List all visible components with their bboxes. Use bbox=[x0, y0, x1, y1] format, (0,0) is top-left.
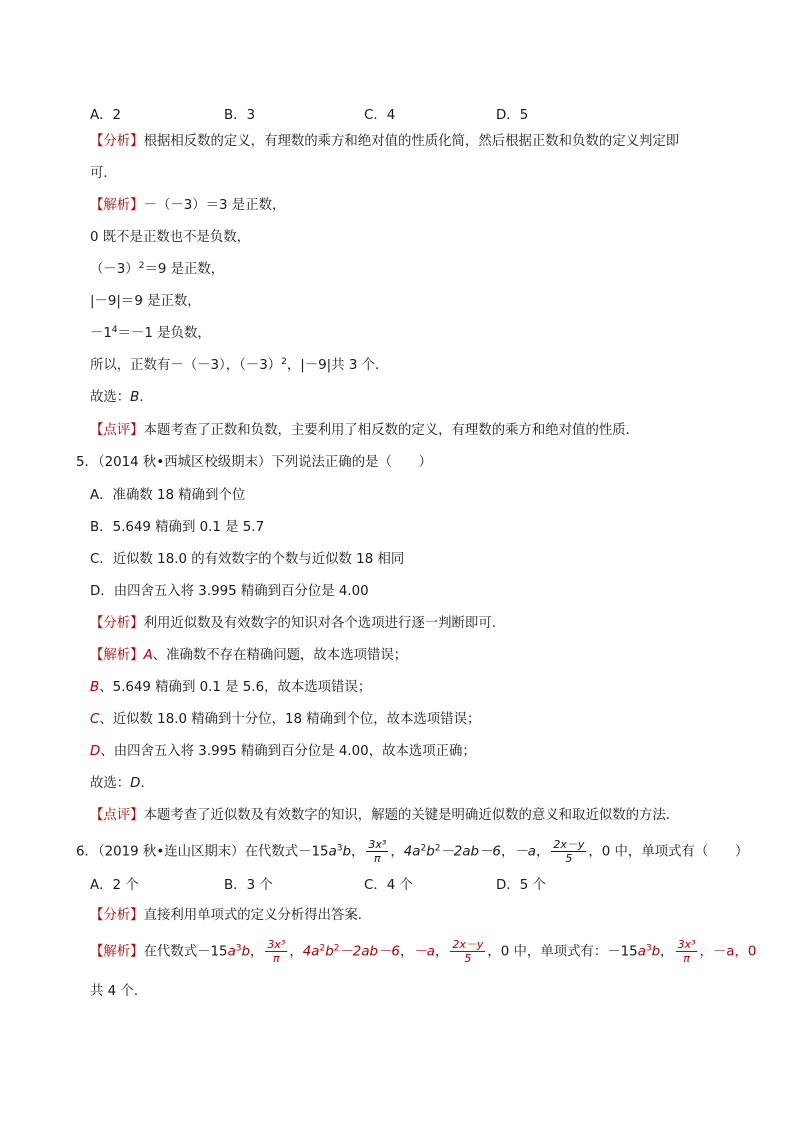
text: ， bbox=[289, 944, 303, 960]
text: 故选： bbox=[90, 776, 131, 791]
math-var: b bbox=[342, 844, 352, 860]
comment-tag: 【点评】 bbox=[90, 423, 144, 438]
q6-option-d: D．5 个 bbox=[496, 878, 546, 893]
math-var: －2ab－6 bbox=[440, 844, 501, 860]
math-var: a bbox=[227, 944, 236, 960]
text: 、近似数 18.0 精确到十分位，18 精确到个位，故本选项错误； bbox=[99, 712, 481, 727]
q4-option-d: D．5 bbox=[496, 108, 529, 123]
q6-analysis bbox=[90, 906, 371, 926]
text: ， bbox=[250, 944, 264, 960]
exponent: 3 bbox=[235, 943, 242, 954]
q4-analysis-text: 根据相反数的定义，有理数的乘方和绝对值的性质化简，然后根据正数和负数的定义判定即 bbox=[143, 134, 680, 149]
exponent: 2 bbox=[138, 261, 145, 271]
fraction-denominator: π bbox=[273, 952, 280, 965]
text: 在代数式－15 bbox=[143, 944, 228, 960]
fraction-3x3-over-pi bbox=[265, 938, 287, 965]
fraction-denominator: π bbox=[683, 952, 690, 965]
fraction-2x-minus-y-over-5 bbox=[551, 838, 586, 865]
answer-letter: A bbox=[143, 648, 153, 663]
answer-letter: D bbox=[130, 776, 141, 791]
math-var: b bbox=[426, 844, 435, 860]
text: ，0 中，单项式有（ ） bbox=[588, 844, 749, 860]
text: －1 bbox=[90, 326, 112, 341]
text: 所以，正数有－（－3），（－3） bbox=[90, 358, 282, 373]
q5-option-b: B．5.649 精确到 0.1 是 5.7 bbox=[90, 520, 265, 535]
q5-sol-d bbox=[90, 742, 476, 762]
q4-analysis-cont: 可． bbox=[90, 166, 117, 181]
text: ， bbox=[660, 944, 674, 960]
q6-solution bbox=[90, 938, 756, 967]
fraction-3x3-over-pi bbox=[676, 938, 698, 965]
text: ． bbox=[139, 390, 153, 405]
fraction-numerator: 3x³ bbox=[368, 838, 387, 851]
text: 、由四舍五入将 3.995 精确到百分位是 4.00，故本选项正确； bbox=[100, 744, 476, 759]
text: ，－a，0 bbox=[699, 944, 757, 960]
q5-comment-text: 本题考查了近似数及有效数字的知识，解题的关键是明确近似数的意义和取近似数的方法． bbox=[143, 808, 680, 823]
math-var: b bbox=[325, 944, 334, 960]
text: ＝－1 是负数， bbox=[117, 326, 211, 341]
exponent: 3 bbox=[336, 843, 343, 854]
text: ，|－9|共 3 个． bbox=[286, 358, 389, 373]
math-var: a bbox=[328, 844, 337, 860]
exponent: 2 bbox=[434, 843, 441, 854]
solution-tag: 【解析】 bbox=[90, 198, 144, 213]
q5-option-d: D．由四舍五入将 3.995 精确到百分位是 4.00 bbox=[90, 584, 369, 599]
comment-tag: 【点评】 bbox=[90, 808, 144, 823]
q5-sol-a: 、准确数不存在精确问题，故本选项错误； bbox=[152, 648, 408, 663]
analysis-tag: 【分析】 bbox=[90, 908, 144, 923]
text: ， bbox=[390, 844, 404, 860]
fraction-numerator: 2x－y bbox=[553, 838, 585, 851]
fraction-denominator: π bbox=[374, 852, 381, 865]
q4-analysis bbox=[90, 132, 679, 152]
text: 故选： bbox=[90, 390, 131, 405]
solution-tag: 【解析】 bbox=[90, 648, 144, 663]
fraction-denominator: 5 bbox=[565, 852, 573, 865]
analysis-tag: 【分析】 bbox=[90, 134, 144, 149]
q4-option-b: B．3 bbox=[224, 108, 256, 123]
fraction-numerator: 2x－y bbox=[452, 938, 484, 951]
text: ， bbox=[351, 844, 365, 860]
q5-option-a: A．准确数 18 精确到个位 bbox=[90, 488, 246, 503]
q4-sol-line-1: －（－3）＝3 是正数， bbox=[143, 198, 286, 213]
q6-analysis-text: 直接利用单项式的定义分析得出答案． bbox=[143, 908, 372, 923]
q6-option-c: C．4 个 bbox=[364, 878, 413, 893]
q6-sol-total: 共 4 个． bbox=[90, 984, 148, 999]
fraction-denominator: 5 bbox=[464, 952, 472, 965]
text: 、5.649 精确到 0.1 是 5.6，故本选项错误； bbox=[99, 680, 372, 695]
q5-stem: 5．（2014 秋•西城区校级期末）下列说法正确的是（ ） bbox=[76, 455, 433, 470]
text: ． bbox=[140, 776, 154, 791]
fraction-numerator: 3x³ bbox=[677, 938, 696, 951]
text: ， bbox=[399, 944, 414, 960]
q5-analysis-text: 利用近似数及有效数字的知识对各个选项进行逐一判断即可． bbox=[143, 616, 506, 631]
q5-solution bbox=[90, 646, 407, 666]
q4-sol-line-5 bbox=[90, 324, 211, 344]
q4-solution bbox=[90, 196, 285, 216]
text: 6．（2019 秋•连山区期末）在代数式－15 bbox=[76, 844, 329, 860]
text: ＝9 是正数， bbox=[144, 262, 225, 277]
math-var: b bbox=[651, 944, 661, 960]
q4-choice bbox=[90, 388, 153, 408]
q4-sol-line-6 bbox=[90, 356, 388, 376]
q5-comment bbox=[90, 806, 679, 826]
answer-letter: D bbox=[90, 744, 101, 759]
q4-sol-line-3 bbox=[90, 260, 224, 280]
answer-letter: B bbox=[130, 390, 140, 405]
q6-option-a: A．2 个 bbox=[90, 878, 139, 893]
math-var: －a bbox=[413, 944, 435, 960]
exponent: 4 bbox=[111, 325, 118, 335]
q4-comment-text: 本题考查了正数和负数，主要利用了相反数的定义，有理数的乘方和绝对值的性质． bbox=[143, 423, 640, 438]
math-var: －a bbox=[514, 844, 536, 860]
q5-analysis bbox=[90, 614, 505, 634]
answer-letter: B bbox=[90, 680, 100, 695]
q4-option-a: A．2 bbox=[90, 108, 122, 123]
math-var: a bbox=[637, 944, 646, 960]
math-var: 4a bbox=[403, 844, 421, 860]
text: ， bbox=[500, 844, 515, 860]
exponent: 2 bbox=[333, 943, 340, 954]
q5-sol-c bbox=[90, 710, 480, 730]
text: ， bbox=[434, 944, 449, 960]
q5-option-c: C．近似数 18.0 的有效数字的个数与近似数 18 相同 bbox=[90, 552, 405, 567]
text: ，0 中，单项式有：－15 bbox=[487, 944, 638, 960]
fraction-2x-minus-y-over-5 bbox=[450, 938, 485, 965]
analysis-tag: 【分析】 bbox=[90, 616, 144, 631]
math-var: b bbox=[241, 944, 251, 960]
q4-sol-line-4: |－9|＝9 是正数， bbox=[90, 294, 201, 309]
q6-option-b: B．3 个 bbox=[224, 878, 273, 893]
q4-sol-line-2: 0 既不是正数也不是负数， bbox=[90, 230, 251, 245]
exponent: 2 bbox=[319, 943, 326, 954]
text: ， bbox=[535, 844, 550, 860]
fraction-numerator: 3x³ bbox=[267, 938, 286, 951]
q5-choice bbox=[90, 774, 154, 794]
text: （－3） bbox=[90, 262, 139, 277]
q4-comment bbox=[90, 421, 639, 441]
q6-stem bbox=[76, 838, 748, 867]
math-var: 4a bbox=[302, 944, 320, 960]
math-var: －2ab－6 bbox=[339, 944, 400, 960]
solution-tag: 【解析】 bbox=[90, 944, 144, 960]
q5-sol-b bbox=[90, 678, 371, 698]
exponent: 3 bbox=[645, 943, 652, 954]
q4-option-c: C．4 bbox=[364, 108, 396, 123]
exponent: 2 bbox=[420, 843, 427, 854]
exponent: 2 bbox=[281, 357, 287, 367]
answer-letter: C bbox=[90, 712, 100, 727]
fraction-3x3-over-pi bbox=[366, 838, 388, 865]
